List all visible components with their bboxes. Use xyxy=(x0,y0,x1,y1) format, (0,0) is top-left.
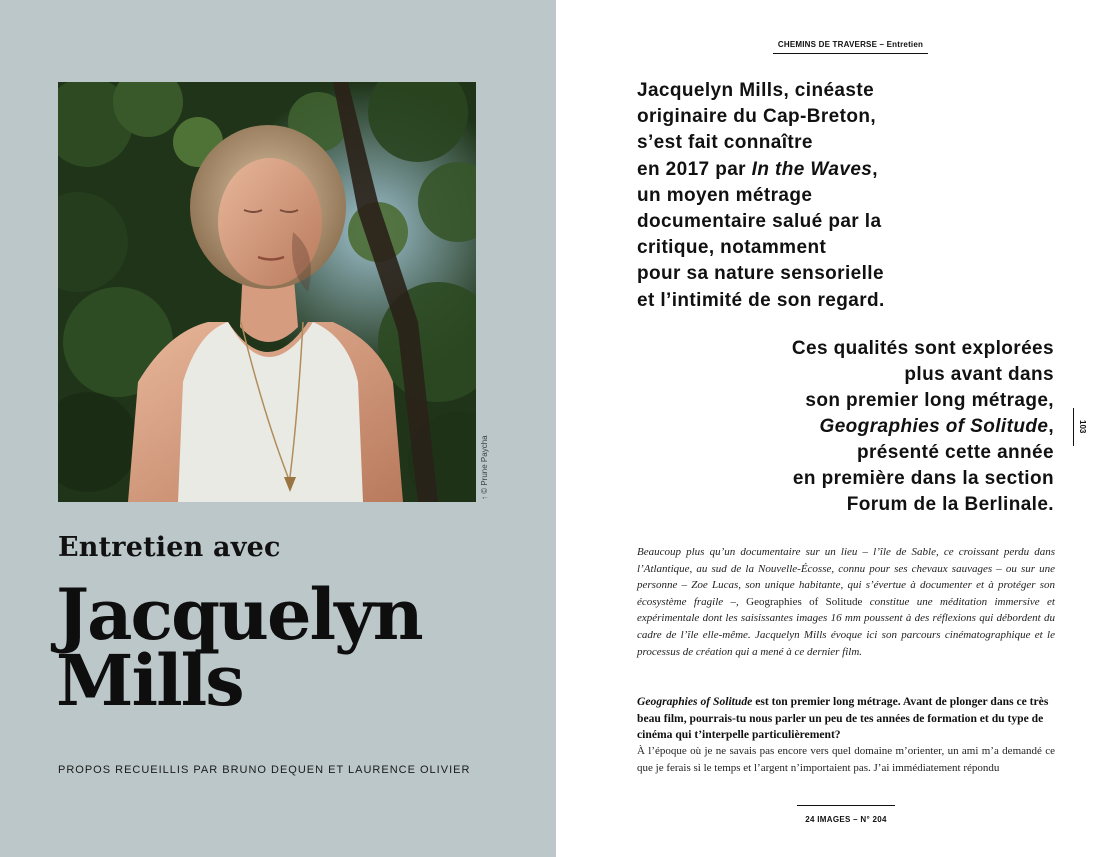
lead-1-line: Jacquelyn Mills, cinéaste xyxy=(637,80,875,101)
lead-1-line: originaire du Cap-Breton, xyxy=(637,106,877,128)
interview-question xyxy=(637,694,1055,744)
lead-paragraph-1 xyxy=(637,78,967,314)
lead-1-line: documentaire salué par la xyxy=(637,211,882,233)
photo-credit-text: ↑ © Prune Paycha xyxy=(480,435,489,500)
name-line-2: Mills xyxy=(56,639,243,722)
portrait-photo xyxy=(58,82,476,502)
interviewee-name xyxy=(56,573,526,722)
footer-rule xyxy=(797,805,895,806)
name-line-1: Jacquelyn xyxy=(56,573,422,656)
intro-paragraph xyxy=(637,544,1055,660)
left-page xyxy=(0,0,556,857)
folio-rule xyxy=(1073,408,1074,446)
page-folio xyxy=(1073,408,1087,448)
lead-2-line: plus avant dans xyxy=(904,364,1054,385)
lead-1-text: en 2017 par xyxy=(637,158,752,180)
lead-2-line: son premier long métrage, xyxy=(805,390,1054,411)
film-title-geographies: Geographies of Solitude xyxy=(819,416,1049,437)
intro-text-a: Beaucoup plus qu’un documentaire sur un lieu – l’île de Sable, ce croissant perdu dans l’Atlantique, au sud de la Nouvelle-Écosse, connu pour ses chevaux sauvages – ou sur une personne – Zoe Lucas, son unique habitante, qui s’évertue à documenter et à protéger son écosystème fragile –, xyxy=(637,546,1055,608)
lead-2-line xyxy=(696,414,1054,440)
interview-answer: À l’époque où je ne savais pas encore vers quel domaine m’orienter, un ami m’a demandé ce que je ferais si le temps et l’argent n’importaient pas. J’ai immédiatement répondu xyxy=(637,745,1055,774)
photo-credit xyxy=(480,435,494,570)
lead-1-line: critique, notamment xyxy=(637,237,827,259)
right-page xyxy=(556,0,1113,857)
byline: PROPOS RECUEILLIS PAR BRUNO DEQUEN ET LAURENCE OLIVIER xyxy=(58,764,471,776)
magazine-footer: 24 IMAGES – N° 204 xyxy=(805,815,887,824)
lead-1-line xyxy=(637,157,967,183)
lead-1-punct: , xyxy=(872,158,878,180)
lead-1-line: et l’intimité de son regard. xyxy=(637,289,885,311)
lead-1-line: s’est fait connaître xyxy=(637,132,813,154)
lead-2-punct: , xyxy=(1048,416,1054,437)
question-text: est ton premier long métrage. Avant de plonger dans ce très beau film, pourrais-tu nous parler un peu de tes années de formation et du type de cinéma qui t’interpelle particulièrement? xyxy=(637,695,1049,742)
lead-2-line: en première dans la section xyxy=(792,468,1054,489)
running-head: CHEMINS DE TRAVERSE – Entretien xyxy=(773,40,928,54)
interview-kicker: Entretien avec xyxy=(58,532,281,563)
lead-2-line: Ces qualités sont explorées xyxy=(791,338,1054,359)
lead-paragraph-2 xyxy=(696,336,1054,518)
lead-1-line: pour sa nature sensorielle xyxy=(637,263,884,285)
lead-2-line: présenté cette année xyxy=(856,442,1054,463)
question-film-title: Geographies of Solitude xyxy=(637,695,753,708)
film-title-in-the-waves: In the Waves xyxy=(751,158,873,180)
intro-text-b: constitue une méditation immersive et expérimentale dont les saisissantes images 16 mm poussent à des réflexions qui débordent du cadre de l’île elle-même. Jacquelyn Mills évoque ici son parcours cinématographique et le processus de création qui a mené à ce dernier film. xyxy=(637,595,1055,658)
intro-film-title: Geographies of Solitude xyxy=(738,595,870,608)
page-number: 103 xyxy=(1078,420,1087,434)
lead-1-line: un moyen métrage xyxy=(637,184,813,206)
lead-2-line: Forum de la Berlinale. xyxy=(846,494,1054,515)
